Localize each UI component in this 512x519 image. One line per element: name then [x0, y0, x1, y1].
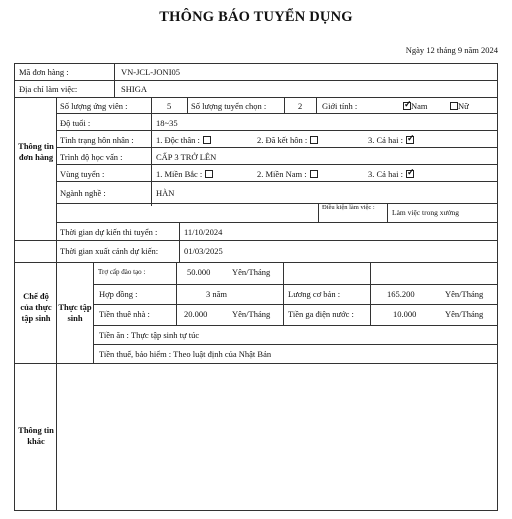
departure-date-label: Thời gian xuất cảnh dự kiến: — [60, 246, 159, 256]
training-allowance-label: Trợ cấp đào tạo : — [98, 268, 146, 276]
exam-date-value: 11/10/2024 — [184, 227, 223, 237]
row-divider — [14, 97, 498, 98]
table-border-top — [14, 63, 498, 64]
section-order-info: Thông tin đơn hàng — [18, 141, 54, 162]
col-divider — [370, 262, 371, 325]
row-divider — [93, 325, 498, 326]
col-divider — [283, 262, 284, 325]
page-title: THÔNG BÁO TUYỂN DỤNG — [159, 9, 353, 25]
job-label: Ngành nghề : — [60, 188, 106, 198]
workplace-label: Địa chỉ làm việc: — [19, 84, 78, 94]
exam-date-label: Thời gian dự kiến thi tuyển : — [60, 227, 158, 237]
contract-label: Hợp đồng : — [99, 289, 138, 299]
education-label: Trình độ học vấn : — [60, 152, 123, 162]
food-info: Tiền ăn : Thực tập sinh tự túc — [99, 330, 200, 340]
marital-option-both[interactable] — [368, 135, 414, 145]
region-option-both[interactable] — [368, 169, 414, 179]
rent-label: Tiền thuê nhà : — [99, 309, 150, 319]
rent-value: 20.000 — [184, 309, 208, 319]
row-divider — [56, 222, 498, 223]
selected-value: 2 — [298, 101, 303, 111]
gender-female-option[interactable] — [450, 101, 469, 111]
departure-date-value: 01/03/2025 — [184, 246, 223, 256]
region-option-south[interactable] — [257, 169, 318, 179]
gender-male-label: Nam — [411, 101, 428, 111]
col-divider — [114, 63, 115, 97]
contract-value: 3 năm — [206, 289, 228, 299]
checkbox-icon[interactable] — [205, 170, 213, 178]
region-north-label: 1. Miền Bắc : — [156, 169, 203, 179]
gender-label: Giới tính : — [322, 101, 358, 111]
row-divider — [93, 284, 498, 285]
job-value: HÀN — [156, 188, 175, 198]
section-intern: Thực tập sinh — [58, 302, 92, 323]
basic-salary-unit: Yên/Tháng — [445, 289, 484, 299]
rent-unit: Yên/Tháng — [232, 309, 271, 319]
col-divider — [316, 97, 317, 114]
selected-label: Số lượng tuyển chọn : — [191, 101, 267, 111]
col-divider — [151, 97, 152, 206]
applicants-value: 5 — [167, 101, 172, 111]
checkbox-checked-icon[interactable] — [406, 170, 414, 178]
row-divider — [93, 304, 498, 305]
col-divider — [284, 97, 285, 114]
marital-option-single[interactable] — [156, 135, 211, 145]
col-divider — [179, 222, 180, 262]
marital-label: Tình trạng hôn nhân : — [60, 135, 134, 145]
col-divider — [93, 262, 94, 363]
row-divider — [14, 80, 498, 81]
table-border-left — [14, 63, 15, 511]
marital-option-married[interactable] — [257, 135, 318, 145]
row-divider — [56, 130, 498, 131]
utility-value: 10.000 — [393, 309, 417, 319]
tax-insurance-info: Tiền thuế, bảo hiểm : Theo luật định của Nhật Bản — [99, 349, 272, 359]
issue-date: Ngày 12 tháng 9 năm 2024 — [405, 45, 498, 55]
region-option-north[interactable] — [156, 169, 213, 179]
checkbox-icon[interactable] — [310, 170, 318, 178]
marital-single-label: 1. Độc thân : — [156, 135, 200, 145]
applicants-label: Số lượng ứng viên : — [60, 101, 128, 111]
age-value: 18~35 — [156, 118, 178, 128]
gender-male-option[interactable] — [403, 101, 428, 111]
row-divider — [93, 344, 498, 345]
marital-married-label: 2. Đã kết hôn : — [257, 135, 308, 145]
utility-label: Tiền ga điện nước : — [288, 309, 354, 319]
row-divider — [14, 262, 498, 263]
utility-unit: Yên/Tháng — [445, 309, 484, 319]
checkbox-icon[interactable] — [450, 102, 458, 110]
row-divider — [56, 113, 498, 114]
region-both-label: 3. Cả hai : — [368, 169, 403, 179]
section-regime: Chế độ của thực tập sinh — [20, 291, 52, 323]
col-divider — [387, 203, 388, 222]
age-label: Độ tuổi : — [60, 118, 91, 128]
region-south-label: 2. Miền Nam : — [257, 169, 307, 179]
row-divider — [56, 181, 498, 182]
col-divider — [187, 97, 188, 114]
col-divider — [176, 262, 177, 325]
training-allowance-unit: Yên/Tháng — [232, 267, 271, 277]
row-divider — [56, 203, 498, 204]
row-divider — [14, 240, 498, 241]
row-divider — [56, 164, 498, 165]
workplace-value: SHIGA — [121, 84, 147, 94]
gender-female-label: Nữ — [458, 101, 469, 111]
education-value: CẤP 3 TRỞ LÊN — [156, 152, 217, 162]
work-condition-label: Điều kiện làm việc : — [322, 204, 375, 211]
region-label: Vùng tuyển : — [60, 169, 105, 179]
checkbox-checked-icon[interactable] — [403, 102, 411, 110]
checkbox-checked-icon[interactable] — [406, 136, 414, 144]
order-code-value: VN-JCL-JONI05 — [121, 67, 181, 77]
table-border-bottom — [14, 510, 498, 511]
row-divider — [14, 363, 498, 364]
checkbox-icon[interactable] — [310, 136, 318, 144]
table-border-right — [497, 63, 498, 511]
row-divider — [56, 147, 498, 148]
work-condition-value: Làm việc trong xưởng — [392, 208, 459, 217]
checkbox-icon[interactable] — [203, 136, 211, 144]
basic-salary-value: 165.200 — [387, 289, 415, 299]
basic-salary-label: Lương cơ bản : — [288, 289, 341, 299]
order-code-label: Mã đơn hàng : — [19, 67, 69, 77]
marital-both-label: 3. Cả hai : — [368, 135, 403, 145]
section-other-info: Thông tin khác — [18, 425, 54, 446]
col-divider — [318, 203, 319, 222]
training-allowance-value: 50.000 — [187, 267, 211, 277]
